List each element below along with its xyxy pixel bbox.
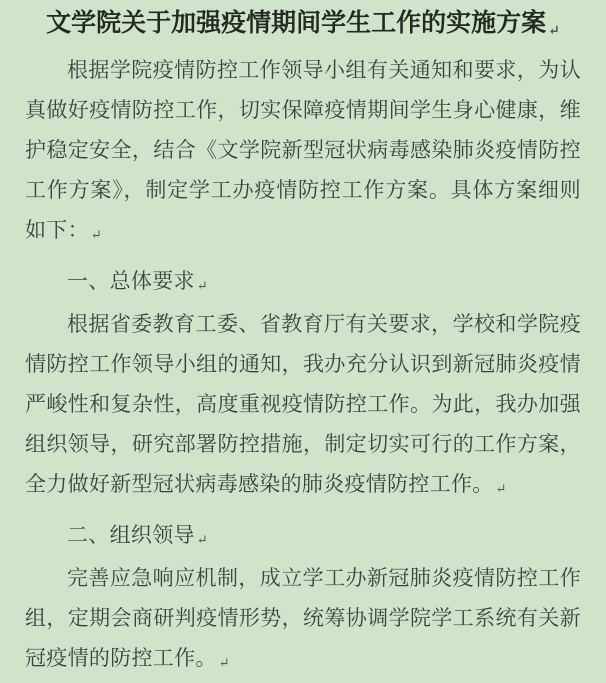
- body-paragraph: [25, 50, 581, 253]
- section-heading: [25, 515, 581, 558]
- body-paragraph: [25, 304, 581, 507]
- paragraph-mark-icon: ↵: [548, 24, 560, 39]
- paragraph-text: 二、组织领导: [67, 523, 195, 547]
- section-heading: [25, 261, 581, 304]
- document-title-text: 文学院关于加强疫情期间学生工作的实施方案: [46, 10, 547, 37]
- paragraph-mark-icon: ↵: [495, 481, 507, 496]
- paragraph-mark-icon: ↵: [196, 278, 208, 293]
- paragraph-text: 根据学院疫情防控工作领导小组有关通知和要求，为认真做好疫情防控工作，切实保障疫情期间学生身心健康，维护稳定安全，结合《文学院新型冠状病毒感染肺炎疫情防控工作方案》，制定学工办疫情防控工作方案。具体方案细则如下：: [25, 58, 581, 242]
- paragraph-mark-icon: ↵: [196, 532, 208, 547]
- document-body: [25, 50, 581, 681]
- paragraph-mark-icon: ↵: [90, 227, 102, 242]
- paragraph-text: 一、总体要求: [67, 269, 195, 293]
- body-paragraph: [25, 558, 581, 681]
- paragraph-text: 完善应急响应机制，成立学工办新冠肺炎疫情防控工作组，定期会商研判疫情形势，统筹协调学院学工系统有关新冠疫情的防控工作。: [25, 566, 581, 670]
- paragraph-mark-icon: ↵: [218, 655, 230, 670]
- paragraph-text: 根据省委教育工委、省教育厅有关要求，学校和学院疫情防控工作领导小组的通知，我办充分认识到新冠肺炎疫情严峻性和复杂性，高度重视疫情防控工作。为此，我办加强组织领导，研究部署防控措施，制定切实可行的工作方案，全力做好新型冠状病毒感染的肺炎疫情防控工作。: [25, 312, 581, 496]
- document-title: [25, 2, 581, 50]
